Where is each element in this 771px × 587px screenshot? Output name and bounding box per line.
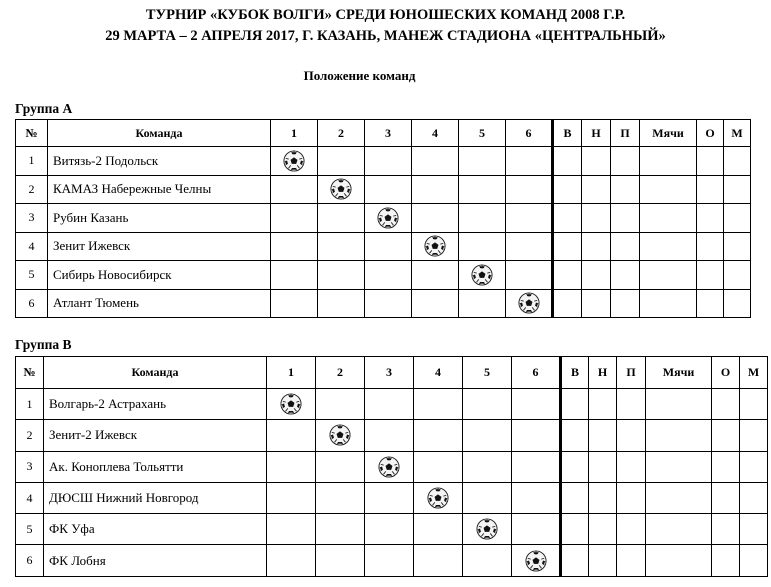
col-team: Команда xyxy=(44,357,267,389)
place-cell xyxy=(724,289,751,318)
points-cell xyxy=(712,451,740,482)
match-cell xyxy=(412,289,459,318)
wins-cell xyxy=(553,289,582,318)
draws-cell xyxy=(589,545,617,576)
team-number: 2 xyxy=(16,175,48,204)
match-cell xyxy=(271,289,318,318)
draws-cell xyxy=(589,420,617,451)
team-name: ФК Уфа xyxy=(44,514,267,545)
place-cell xyxy=(724,175,751,204)
losses-cell xyxy=(611,147,640,176)
goals-cell xyxy=(646,514,712,545)
team-name: Ак. Коноплева Тольятти xyxy=(44,451,267,482)
place-cell xyxy=(740,482,768,513)
team-name: Сибирь Новосибирск xyxy=(48,261,271,290)
soccer-ball-icon xyxy=(471,264,493,286)
match-cell xyxy=(414,389,463,420)
losses-cell xyxy=(617,514,646,545)
match-cell xyxy=(414,514,463,545)
col-opponent-4: 4 xyxy=(414,357,463,389)
team-number: 5 xyxy=(16,261,48,290)
team-number: 4 xyxy=(16,482,44,513)
points-cell xyxy=(712,545,740,576)
col-opponent-3: 3 xyxy=(365,120,412,147)
losses-cell xyxy=(611,204,640,233)
match-cell xyxy=(365,232,412,261)
points-cell xyxy=(712,482,740,513)
wins-cell xyxy=(553,232,582,261)
self-match-cell xyxy=(459,261,506,290)
match-cell xyxy=(506,232,553,261)
table-row xyxy=(16,482,768,513)
col-wins: В xyxy=(561,357,589,389)
draws-cell xyxy=(582,232,611,261)
self-match-cell xyxy=(512,545,561,576)
match-cell xyxy=(412,147,459,176)
header-row xyxy=(16,357,768,389)
losses-cell xyxy=(617,545,646,576)
col-no: № xyxy=(16,357,44,389)
col-points: О xyxy=(712,357,740,389)
draws-cell xyxy=(582,204,611,233)
col-points: О xyxy=(697,120,724,147)
table-row xyxy=(16,261,751,290)
place-cell xyxy=(724,232,751,261)
match-cell xyxy=(271,261,318,290)
match-cell xyxy=(365,545,414,576)
wins-cell xyxy=(553,261,582,290)
match-cell xyxy=(459,147,506,176)
col-opponent-1: 1 xyxy=(271,120,318,147)
self-match-cell xyxy=(365,204,412,233)
match-cell xyxy=(512,514,561,545)
soccer-ball-icon xyxy=(330,178,352,200)
losses-cell xyxy=(617,451,646,482)
place-cell xyxy=(724,204,751,233)
match-cell xyxy=(267,545,316,576)
match-cell xyxy=(267,451,316,482)
losses-cell xyxy=(617,420,646,451)
match-cell xyxy=(271,204,318,233)
match-cell xyxy=(365,289,412,318)
match-cell xyxy=(365,482,414,513)
team-number: 1 xyxy=(16,147,48,176)
wins-cell xyxy=(561,545,589,576)
match-cell xyxy=(459,289,506,318)
wins-cell xyxy=(561,451,589,482)
tournament-dates-venue: 29 МАРТА – 2 АПРЕЛЯ 2017, Г. КАЗАНЬ, МАНЕЖ СТАДИОНА «ЦЕНТРАЛЬНЫЙ» xyxy=(105,28,666,44)
draws-cell xyxy=(589,514,617,545)
col-opponent-1: 1 xyxy=(267,357,316,389)
goals-cell xyxy=(646,451,712,482)
points-cell xyxy=(697,232,724,261)
col-place: М xyxy=(740,357,768,389)
match-cell xyxy=(365,420,414,451)
team-name: Зенит Ижевск xyxy=(48,232,271,261)
self-match-cell xyxy=(267,389,316,420)
goals-cell xyxy=(640,289,697,318)
losses-cell xyxy=(611,232,640,261)
self-match-cell xyxy=(316,420,365,451)
points-cell xyxy=(697,147,724,176)
team-name: КАМАЗ Набережные Челны xyxy=(48,175,271,204)
match-cell xyxy=(414,545,463,576)
points-cell xyxy=(712,389,740,420)
losses-cell xyxy=(617,389,646,420)
match-cell xyxy=(463,451,512,482)
match-cell xyxy=(316,451,365,482)
team-number: 5 xyxy=(16,514,44,545)
draws-cell xyxy=(582,289,611,318)
team-name: ФК Лобня xyxy=(44,545,267,576)
goals-cell xyxy=(640,204,697,233)
draws-cell xyxy=(582,147,611,176)
match-cell xyxy=(414,420,463,451)
self-match-cell xyxy=(318,175,365,204)
match-cell xyxy=(463,545,512,576)
soccer-ball-icon xyxy=(378,456,400,478)
soccer-ball-icon xyxy=(377,207,399,229)
wins-cell xyxy=(561,514,589,545)
wins-cell xyxy=(561,482,589,513)
match-cell xyxy=(316,514,365,545)
self-match-cell xyxy=(506,289,553,318)
col-opponent-2: 2 xyxy=(316,357,365,389)
soccer-ball-icon xyxy=(283,150,305,172)
wins-cell xyxy=(553,204,582,233)
table-row xyxy=(16,289,751,318)
col-wins: В xyxy=(553,120,582,147)
match-cell xyxy=(271,175,318,204)
match-cell xyxy=(318,204,365,233)
match-cell xyxy=(506,175,553,204)
losses-cell xyxy=(611,289,640,318)
goals-cell xyxy=(646,389,712,420)
team-name: Волгарь-2 Астрахань xyxy=(44,389,267,420)
draws-cell xyxy=(582,261,611,290)
match-cell xyxy=(506,204,553,233)
match-cell xyxy=(267,420,316,451)
team-number: 6 xyxy=(16,289,48,318)
team-name: Атлант Тюмень xyxy=(48,289,271,318)
col-goals: Мячи xyxy=(640,120,697,147)
match-cell xyxy=(365,175,412,204)
match-cell xyxy=(459,204,506,233)
col-opponent-5: 5 xyxy=(463,357,512,389)
table-row xyxy=(16,204,751,233)
match-cell xyxy=(512,420,561,451)
goals-cell xyxy=(640,147,697,176)
match-cell xyxy=(506,147,553,176)
goals-cell xyxy=(646,545,712,576)
wins-cell xyxy=(561,389,589,420)
table-row xyxy=(16,545,768,576)
match-cell xyxy=(412,175,459,204)
team-number: 1 xyxy=(16,389,44,420)
team-name: Рубин Казань xyxy=(48,204,271,233)
team-number: 4 xyxy=(16,232,48,261)
table-row xyxy=(16,451,768,482)
team-number: 3 xyxy=(16,204,48,233)
draws-cell xyxy=(589,389,617,420)
points-cell xyxy=(712,420,740,451)
match-cell xyxy=(506,261,553,290)
match-cell xyxy=(271,232,318,261)
col-place: М xyxy=(724,120,751,147)
losses-cell xyxy=(617,482,646,513)
group-b-label: Группа В xyxy=(15,337,72,352)
match-cell xyxy=(459,175,506,204)
col-opponent-3: 3 xyxy=(365,357,414,389)
losses-cell xyxy=(611,261,640,290)
wins-cell xyxy=(553,147,582,176)
match-cell xyxy=(459,232,506,261)
match-cell xyxy=(318,261,365,290)
match-cell xyxy=(316,482,365,513)
table-row xyxy=(16,420,768,451)
table-row xyxy=(16,147,751,176)
draws-cell xyxy=(589,451,617,482)
header-row xyxy=(16,120,751,147)
place-cell xyxy=(724,147,751,176)
match-cell xyxy=(267,482,316,513)
col-draws: Н xyxy=(582,120,611,147)
match-cell xyxy=(412,204,459,233)
draws-cell xyxy=(582,175,611,204)
wins-cell xyxy=(553,175,582,204)
match-cell xyxy=(365,147,412,176)
col-draws: Н xyxy=(589,357,617,389)
tournament-title: ТУРНИР «КУБОК ВОЛГИ» СРЕДИ ЮНОШЕСКИХ КОМАНД 2008 Г.Р. xyxy=(145,7,626,23)
match-cell xyxy=(318,232,365,261)
place-cell xyxy=(740,420,768,451)
soccer-ball-icon xyxy=(525,550,547,572)
col-no: № xyxy=(16,120,48,147)
goals-cell xyxy=(646,482,712,513)
place-cell xyxy=(724,261,751,290)
match-cell xyxy=(512,389,561,420)
match-cell xyxy=(463,389,512,420)
place-cell xyxy=(740,514,768,545)
col-opponent-6: 6 xyxy=(512,357,561,389)
soccer-ball-icon xyxy=(427,487,449,509)
soccer-ball-icon xyxy=(280,393,302,415)
team-name: ДЮСШ Нижний Новгород xyxy=(44,482,267,513)
match-cell xyxy=(267,514,316,545)
match-cell xyxy=(318,289,365,318)
col-team: Команда xyxy=(48,120,271,147)
match-cell xyxy=(365,261,412,290)
col-opponent-6: 6 xyxy=(506,120,553,147)
self-match-cell xyxy=(271,147,318,176)
team-number: 3 xyxy=(16,451,44,482)
table-row xyxy=(16,514,768,545)
match-cell xyxy=(316,545,365,576)
points-cell xyxy=(697,204,724,233)
self-match-cell xyxy=(412,232,459,261)
match-cell xyxy=(318,147,365,176)
col-losses: П xyxy=(611,120,640,147)
group-b-table xyxy=(15,356,768,577)
goals-cell xyxy=(646,420,712,451)
col-losses: П xyxy=(617,357,646,389)
points-cell xyxy=(697,289,724,318)
match-cell xyxy=(365,389,414,420)
table-row xyxy=(16,175,751,204)
match-cell xyxy=(412,261,459,290)
col-opponent-4: 4 xyxy=(412,120,459,147)
match-cell xyxy=(512,482,561,513)
points-cell xyxy=(697,261,724,290)
self-match-cell xyxy=(414,482,463,513)
wins-cell xyxy=(561,420,589,451)
col-opponent-5: 5 xyxy=(459,120,506,147)
team-name: Витязь-2 Подольск xyxy=(48,147,271,176)
match-cell xyxy=(316,389,365,420)
soccer-ball-icon xyxy=(424,235,446,257)
soccer-ball-icon xyxy=(329,424,351,446)
place-cell xyxy=(740,451,768,482)
goals-cell xyxy=(640,232,697,261)
team-number: 6 xyxy=(16,545,44,576)
team-number: 2 xyxy=(16,420,44,451)
goals-cell xyxy=(640,261,697,290)
group-a-label: Группа А xyxy=(15,101,73,116)
draws-cell xyxy=(589,482,617,513)
table-row xyxy=(16,389,768,420)
standings-heading: Положение команд xyxy=(303,68,416,83)
self-match-cell xyxy=(365,451,414,482)
soccer-ball-icon xyxy=(518,292,540,314)
place-cell xyxy=(740,545,768,576)
points-cell xyxy=(712,514,740,545)
group-a-table xyxy=(15,119,751,318)
goals-cell xyxy=(640,175,697,204)
place-cell xyxy=(740,389,768,420)
table-row xyxy=(16,232,751,261)
match-cell xyxy=(414,451,463,482)
team-name: Зенит-2 Ижевск xyxy=(44,420,267,451)
self-match-cell xyxy=(463,514,512,545)
match-cell xyxy=(512,451,561,482)
losses-cell xyxy=(611,175,640,204)
match-cell xyxy=(463,482,512,513)
points-cell xyxy=(697,175,724,204)
soccer-ball-icon xyxy=(476,518,498,540)
col-opponent-2: 2 xyxy=(318,120,365,147)
col-goals: Мячи xyxy=(646,357,712,389)
match-cell xyxy=(365,514,414,545)
match-cell xyxy=(463,420,512,451)
